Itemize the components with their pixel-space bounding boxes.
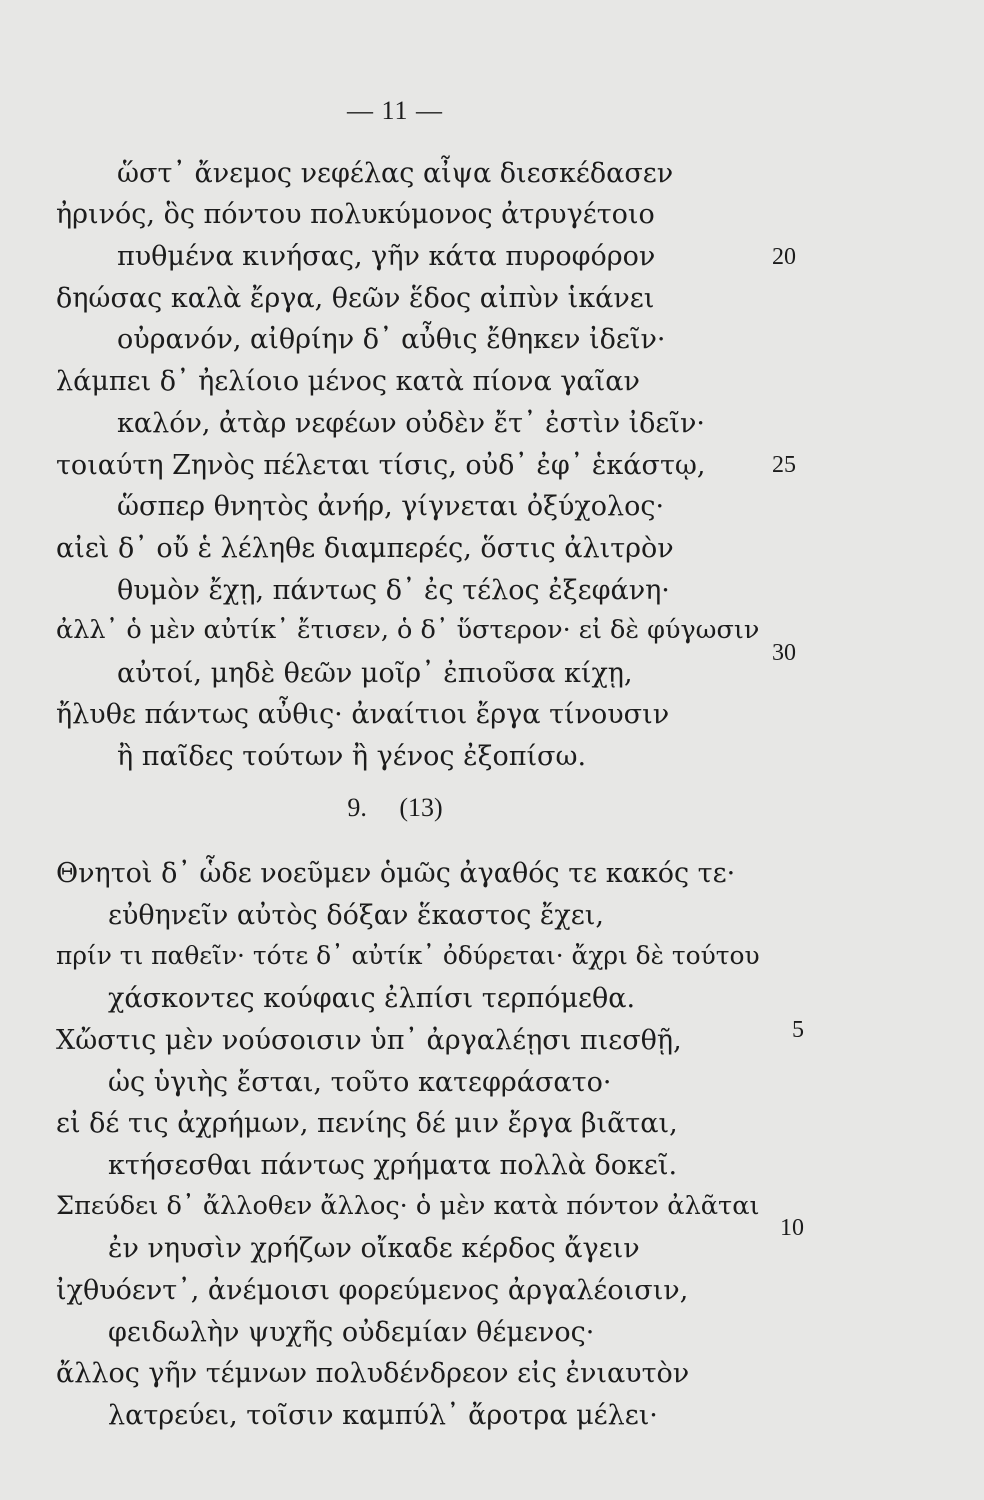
verse-line: εὐθηνεῖν αὐτὸς δόξαν ἕκαστος ἔχει, — [108, 900, 604, 931]
verse-line: ἀλλ᾽ ὁ μὲν αὐτίκ᾽ ἔτισεν, ὁ δ᾽ ὕστερον· εἰ δὲ φύγωσιν — [56, 615, 760, 645]
verse-line: ἠρινός, ὃς πόντου πολυκύμονος ἀτρυγέτοιο — [56, 199, 655, 230]
verse-line: ὥστ᾽ ἄνεμος νεφέλας αἶψα διεσκέδασεν — [117, 158, 674, 189]
verse-line: καλόν, ἀτὰρ νεφέων οὐδὲν ἔτ᾽ ἐστὶν ἰδεῖν· — [117, 408, 705, 439]
verse-line: Σπεύδει δ᾽ ἄλλοθεν ἄλλος· ὁ μὲν κατὰ πόντον ἀλᾶται — [56, 1191, 760, 1221]
verse-line: ἰχθυόεντ᾽, ἀνέμοισι φορεύμενος ἀργαλέοισιν, — [56, 1275, 689, 1306]
verse-line: ἤλυθε πάντως αὖθις· ἀναίτιοι ἔργα τίνουσιν — [56, 699, 670, 730]
verse-line: οὐρανόν, αἰθρίην δ᾽ αὖθις ἔθηκεν ἰδεῖν· — [117, 324, 666, 355]
verse-line: ἄλλος γῆν τέμνων πολυδένδρεον εἰς ἐνιαυτὸν — [56, 1358, 690, 1389]
verse-line: ὡς ὑγιὴς ἔσται, τοῦτο κατεφράσατο· — [108, 1067, 612, 1098]
line-number: 25 — [772, 452, 796, 478]
verse-line: δηώσας καλὰ ἔργα, θεῶν ἕδος αἰπὺν ἱκάνει — [56, 283, 655, 314]
verse-line: θυμὸν ἔχῃ, πάντως δ᾽ ἐς τέλος ἐξεφάνη· — [117, 575, 670, 606]
verse-line: αὐτοί, μηδὲ θεῶν μοῖρ᾽ ἐπιοῦσα κίχῃ, — [117, 658, 633, 689]
verse-line: πυθμένα κινήσας, γῆν κάτα πυροφόρον — [117, 241, 656, 272]
poem-heading: 9. (13) — [347, 793, 443, 822]
line-number: 5 — [792, 1017, 804, 1043]
verse-line: ὥσπερ θνητὸς ἀνήρ, γίγνεται ὀξύχολος· — [117, 491, 665, 522]
verse-line: εἰ δέ τις ἀχρήμων, πενίης δέ μιν ἔργα βιᾶται, — [56, 1108, 678, 1139]
verse-line: λατρεύει, τοῖσιν καμπύλ᾽ ἄροτρα μέλει· — [108, 1400, 658, 1431]
verse-line: αἰεὶ δ᾽ οὔ ἑ λέληθε διαμπερές, ὅστις ἀλιτρὸν — [56, 533, 674, 564]
verse-line: ἐν νηυσὶν χρήζων οἴκαδε κέρδος ἄγειν — [108, 1233, 640, 1264]
verse-line: Θνητοὶ δ᾽ ὧδε νοεῦμεν ὁμῶς ἀγαθός τε κακός τε· — [56, 858, 736, 889]
line-number: 20 — [772, 244, 796, 270]
verse-line: Χὤστις μὲν νούσοισιν ὑπ᾽ ἀργαλέῃσι πιεσθῇ, — [56, 1025, 682, 1056]
verse-line: πρίν τι παθεῖν· τότε δ᾽ αὐτίκ᾽ ὀδύρεται· ἄχρι δὲ τούτου — [56, 941, 760, 970]
verse-line: ἢ παῖδες τούτων ἢ γένος ἐξοπίσω. — [117, 741, 587, 772]
verse-line: τοιαύτη Ζηνὸς πέλεται τίσις, οὐδ᾽ ἐφ᾽ ἑκάστῳ, — [56, 450, 706, 481]
page-number: — 11 — — [346, 96, 444, 125]
verse-line: λάμπει δ᾽ ἠελίοιο μένος κατὰ πίονα γαῖαν — [56, 366, 640, 397]
verse-line: φειδωλὴν ψυχῆς οὐδεμίαν θέμενος· — [108, 1317, 595, 1348]
line-number: 10 — [780, 1215, 804, 1241]
verse-line: κτήσεσθαι πάντως χρήματα πολλὰ δοκεῖ. — [108, 1150, 678, 1181]
verse-line: χάσκοντες κούφαις ἐλπίσι τερπόμεθα. — [108, 983, 636, 1014]
line-number: 30 — [772, 640, 796, 666]
